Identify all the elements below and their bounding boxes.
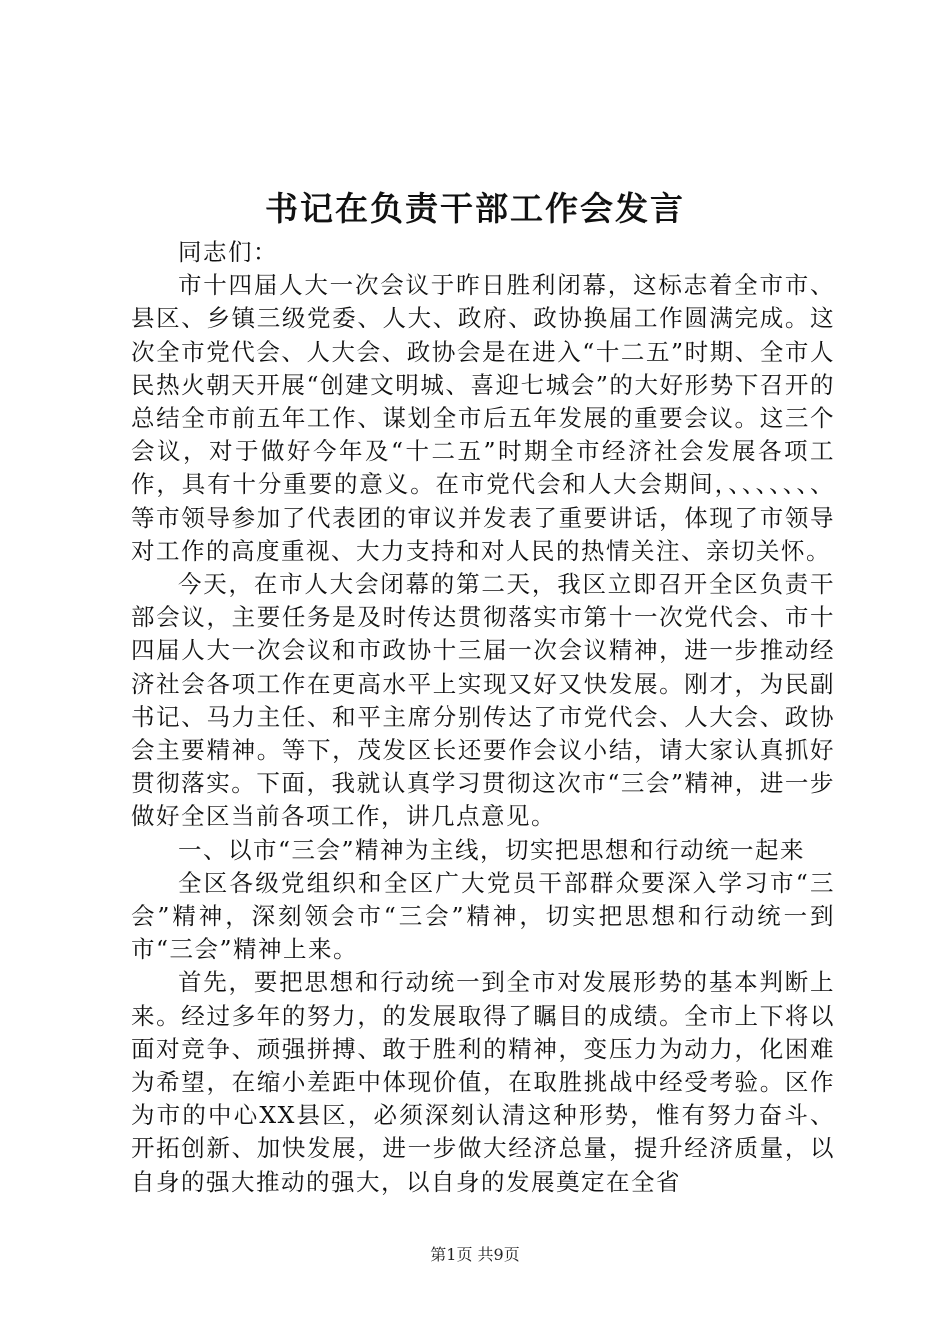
section-heading: 一、以市“三会”精神为主线，切实把思想和行动统一起来	[178, 835, 806, 864]
body-paragraph: 首先，要把思想和行动统一到全市对发展形势的基本判断上来。经过多年的努力，的发展取得了瞩目的成绩。全市上下将以面对竞争、顽强拼搏、敢于胜利的精神，变压力为动力，化困难为希望，在缩小差距中体现价值，在取胜挑战中经受考验。区作为市的中心XX县区，必须深刻认清这种形势，惟有努力奋斗、开拓创新、加快发展，进一步做大经济总量，提升经济质量，以自身的强大推动的强大，以自身的发展奠定在全省	[131, 968, 835, 1196]
page-number-footer: 第1页 共9页	[430, 1245, 520, 1264]
body-paragraph: 今天，在市人大会闭幕的第二天，我区立即召开全区负责干部会议，主要任务是及时传达贯彻落实市第十一次党代会、市十四届人大一次会议和市政协十三届一次会议精神，进一步推动经济社会各项工作在更高水平上实现又好又快发展。刚才，为民副书记、马力主任、和平主席分别传达了市党代会、人大会、政协会主要精神。等下，茂发区长还要作会议小结，请大家认真抓好贯彻落实。下面，我就认真学习贯彻这次市“三会”精神，进一步做好全区当前各项工作，讲几点意见。	[131, 570, 835, 831]
greeting-line: 同志们：	[178, 238, 278, 266]
body-paragraph: 市十四届人大一次会议于昨日胜利闭幕，这标志着全市市、县区、乡镇三级党委、人大、政府、政协换届工作圆满完成。这次全市党代会、人大会、政协会是在进入“十二五”时期、全市人民热火朝天开展“创建文明城、喜迎七城会”的大好形势下召开的总结全市前五年工作、谋划全市后五年发展的重要会议。这三个会议，对于做好今年及“十二五”时期全市经济社会发展各项工作，具有十分重要的意义。在市党代会和人大会期间，、、、、、、、等市领导参加了代表团的审议并发表了重要讲话，体现了市领导对工作的高度重视、大力支持和对人民的热情关注、亲切关怀。	[131, 271, 835, 565]
body-paragraph: 全区各级党组织和全区广大党员干部群众要深入学习市“三会”精神，深刻领会市“三会”精神，切实把思想和行动统一到市“三会”精神上来。	[131, 868, 835, 964]
document-body	[131, 236, 835, 1199]
document-title: 书记在负责干部工作会发言	[265, 189, 685, 228]
